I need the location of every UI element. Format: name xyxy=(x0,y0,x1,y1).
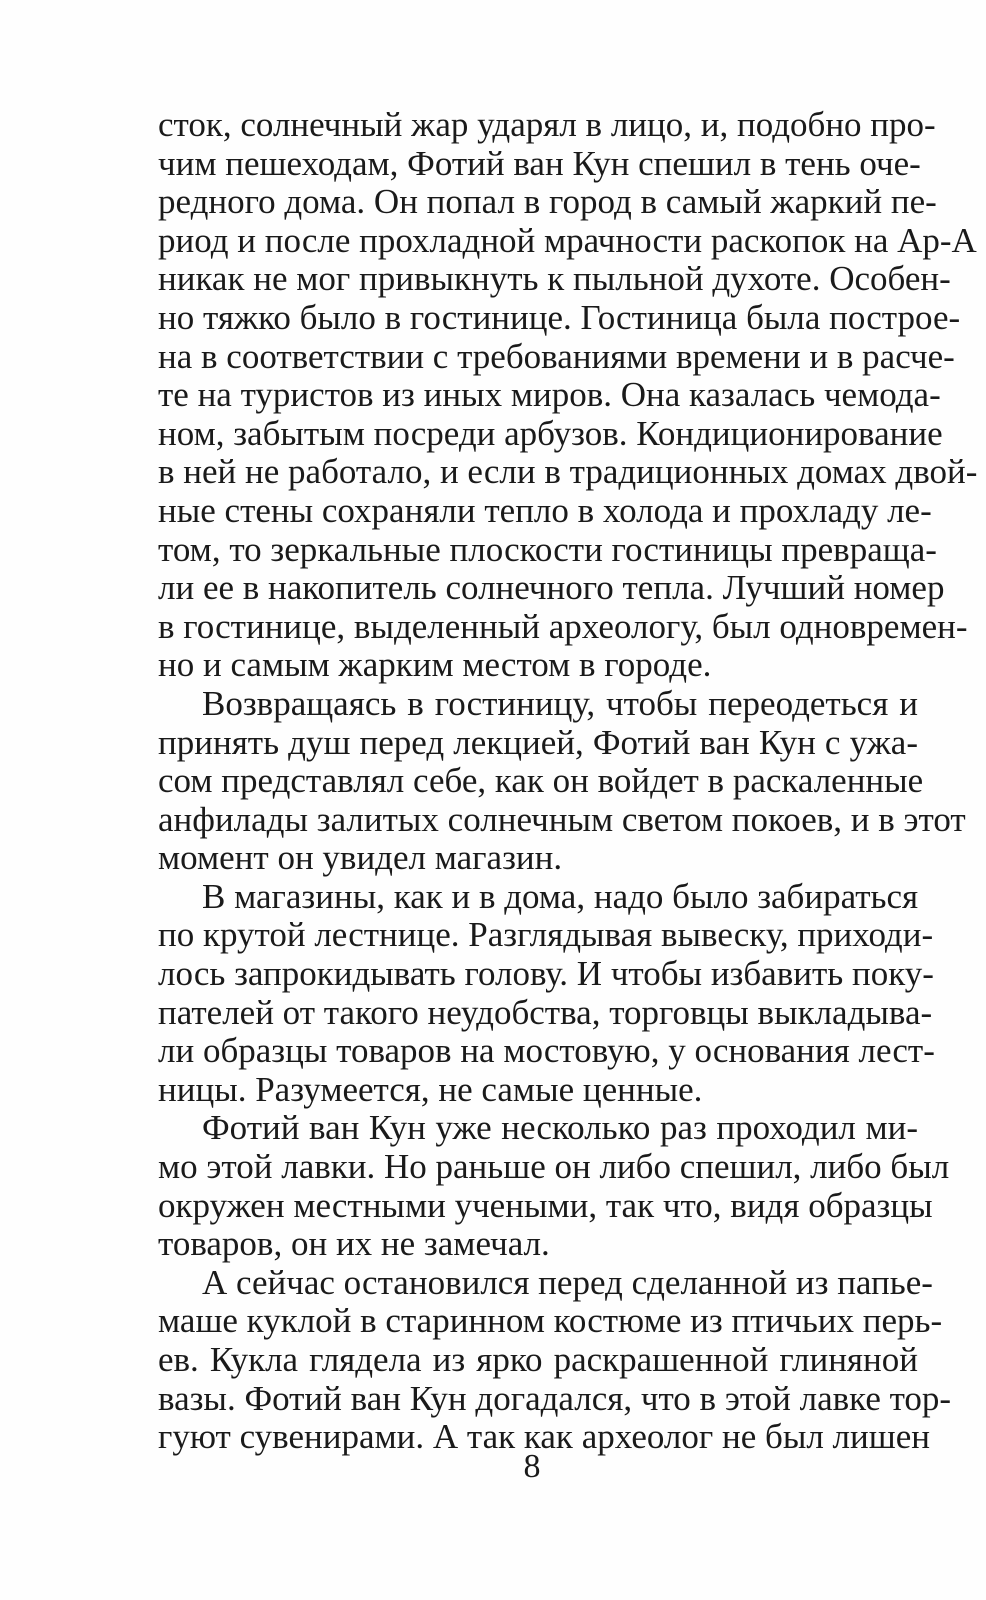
page-number: 8 xyxy=(523,1448,541,1485)
text-line: ев. Кукла глядела из ярко раскрашенной глиняной xyxy=(158,1340,918,1379)
text-line: окружен местными учеными, так что, видя образцы xyxy=(158,1185,933,1225)
text-line: ном, забытым посреди арбузов. Кондиционирование xyxy=(158,413,943,453)
text-line: лось запрокидывать голову. И чтобы избавить поку- xyxy=(158,954,934,994)
text-line: но тяжко было в гостинице. Гостиница была построе- xyxy=(158,297,961,337)
text-line: никак не мог привыкнуть к пыльной духоте. Особен- xyxy=(158,259,951,299)
text-line: гуют сувенирами. А так как археолог не был лишен xyxy=(158,1417,930,1457)
text-line: ли образцы товаров на мостовую, у основания лест- xyxy=(158,1031,935,1071)
text-line: анфилады залитых солнечным светом покоев, и в этот xyxy=(158,799,966,839)
text-line: в гостинице, выделенный археологу, был одновремен- xyxy=(158,606,968,646)
body-text xyxy=(158,105,978,1457)
text-line: ницы. Разумеется, не самые ценные. xyxy=(158,1069,703,1109)
text-line: маше куклой в старинном костюме из птичьих перь- xyxy=(158,1301,943,1341)
text-line: на в соответствии с требованиями времени и в расче- xyxy=(158,336,955,376)
text-line: ли ее в накопитель солнечного тепла. Лучший номер xyxy=(158,568,945,608)
text-line: том, то зеркальные плоскости гостиницы превраща- xyxy=(158,529,937,569)
text-line: ные стены сохраняли тепло в холода и прохладу ле- xyxy=(158,490,932,530)
text-line: вазы. Фотий ван Кун догадался, что в этой лавке тор- xyxy=(158,1378,952,1418)
text-line: те на туристов из иных миров. Она казалась чемода- xyxy=(158,375,941,415)
text-line: по крутой лестнице. Разглядывая вывеску, приходи- xyxy=(158,915,934,955)
text-line: момент он увидел магазин. xyxy=(158,838,563,878)
text-line: риод и после прохладной мрачности раскопок на Ар-А xyxy=(158,220,977,260)
text-line: чим пешеходам, Фотий ван Кун спешил в тень оче- xyxy=(158,143,921,183)
text-line: пателей от такого неудобства, торговцы выкладыва- xyxy=(158,992,933,1032)
text-line: принять душ перед лекцией, Фотий ван Кун с ужа- xyxy=(158,722,918,762)
text-line: сток, солнечный жар ударял в лицо, и, подобно про- xyxy=(158,105,936,144)
text-line: В магазины, как и в дома, надо было забираться xyxy=(202,876,919,916)
text-line: редного дома. Он попал в город в самый жаркий пе- xyxy=(158,182,937,222)
text-line: сом представлял себе, как он войдет в раскаленные xyxy=(158,761,924,801)
text-line: А сейчас остановился перед сделанной из папье- xyxy=(202,1262,933,1302)
text-line: товаров, он их не замечал. xyxy=(158,1224,550,1264)
text-line: в ней не работало, и если в традиционных домах двой- xyxy=(158,452,978,492)
text-line: Фотий ван Кун уже несколько раз проходил ми- xyxy=(202,1108,918,1148)
text-line: Возвращаясь в гостиницу, чтобы переодеться и xyxy=(202,683,918,723)
text-line: мо этой лавки. Но раньше он либо спешил, либо был xyxy=(158,1147,950,1187)
text-line: но и самым жарким местом в городе. xyxy=(158,645,712,685)
